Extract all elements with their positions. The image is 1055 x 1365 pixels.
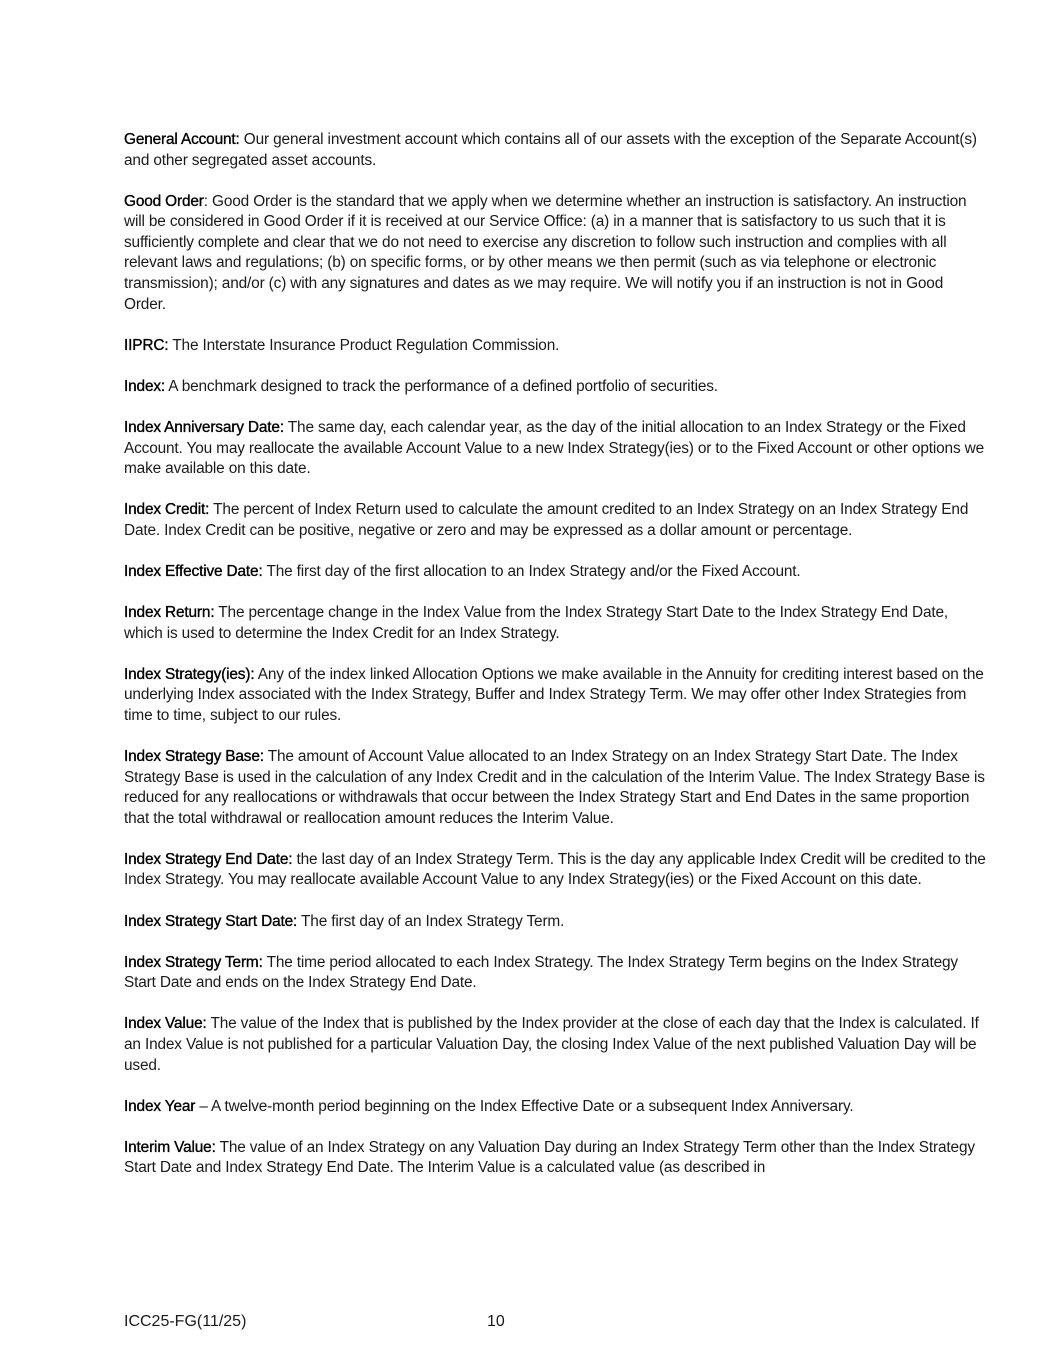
definition-text: – A twelve-month period beginning on the Index Effective Date or a subsequent Index Anniversary. — [195, 1097, 854, 1115]
definition-text: The Interstate Insurance Product Regulation Commission. — [168, 336, 560, 354]
definition-term: Interim Value: — [124, 1138, 216, 1156]
definition-text: : Good Order is the standard that we apply when we determine whether an instruction is satisfactory. An instruction will be considered in Good Order if it is received at our Service Office: (a) in a manner that is satisfactory to us such that it is sufficiently complete and clear that we do not need to exercise any discretion to follow such instruction and complies with all relevant laws and regulations; (b) on specific forms, or by other means we then permit (such as via telephone or electronic transmission); and/or (c) with any signatures and dates as we may require. We will notify you if an instruction is not in Good Order. — [124, 192, 967, 313]
definition-term: Index Return: — [124, 604, 215, 621]
definition-general-account — [124, 130, 986, 171]
definition-text: The first day of an Index Strategy Term. — [297, 912, 565, 930]
definitions-list — [124, 130, 986, 1199]
definition-index-strategies — [124, 665, 986, 727]
definition-term: Index Credit: — [124, 501, 210, 519]
definition-term: Index Effective Date: — [124, 562, 263, 580]
definition-term: Index Year — [124, 1097, 196, 1115]
definition-index-effective-date — [124, 562, 986, 583]
definition-term: Index Strategy Term: — [124, 953, 263, 971]
definition-text: A benchmark designed to track the performance of a defined portfolio of securities. — [165, 377, 718, 395]
definition-iiprc — [124, 336, 986, 357]
definition-index-anniversary-date — [124, 418, 986, 480]
definition-index-year — [124, 1097, 986, 1118]
definition-text: The value of the Index that is published by the Index provider at the close of each day that the Index is calculated. If an Index Value is not published for a particular Valuation Day, the closing Index Value of the next published Valuation Day will be used. — [124, 1015, 979, 1074]
definition-text: The first day of the first allocation to an Index Strategy and/or the Fixed Account. — [262, 562, 801, 580]
definition-index-strategy-base — [124, 747, 986, 829]
definition-text: The value of an Index Strategy on any Valuation Day during an Index Strategy Term other than the Index Strategy Start Date and Index Strategy End Date. The Interim Value is a calculated value (as described in — [124, 1138, 975, 1177]
definition-term: Good Order — [124, 192, 204, 210]
definition-index-value — [124, 1014, 986, 1076]
definition-term: Index Anniversary Date: — [124, 418, 284, 436]
footer-page-number: 10 — [487, 1313, 505, 1330]
definition-text: The time period allocated to each Index Strategy. The Index Strategy Term begins on the Index Strategy Start Date and ends on the Index Strategy End Date. — [124, 953, 958, 992]
definition-term: Index Value: — [124, 1015, 207, 1033]
definition-index-strategy-end-date — [124, 850, 986, 891]
definition-text: The percent of Index Return used to calculate the amount credited to an Index Strategy on an Index Strategy End Date. Index Credit can be positive, negative or zero and may be expressed as a dollar amount or percentage. — [124, 501, 969, 539]
definition-index-strategy-start-date — [124, 912, 986, 933]
definition-term: General Account: — [124, 131, 240, 148]
definition-term: Index Strategy(ies): — [124, 665, 255, 683]
definition-text: the last day of an Index Strategy Term. This is the day any applicable Index Credit will be credited to the Index Strategy. You may reallocate available Account Value to any Index Strategy(ies) or the Fixed Account on this date. — [124, 850, 986, 889]
definition-text: The percentage change in the Index Value from the Index Strategy Start Date to the Index Strategy End Date, which is used to determine the Index Credit for an Index Strategy. — [124, 604, 949, 642]
definition-index-credit — [124, 500, 986, 541]
definition-index — [124, 377, 986, 398]
definition-interim-value — [124, 1138, 986, 1179]
definition-text: The same day, each calendar year, as the day of the initial allocation to an Index Strategy or the Fixed Account. You may reallocate the available Account Value to a new Index Strategy(ies) or to the Fixed Account or other options we make available on this date. — [124, 418, 985, 478]
definition-term: Index Strategy Base: — [124, 747, 264, 765]
definition-term: IIPRC: — [124, 336, 169, 354]
definition-text: Our general investment account which contains all of our assets with the exception of the Separate Account(s) and other segregated asset accounts. — [124, 131, 977, 169]
definition-term: Index Strategy Start Date: — [124, 912, 298, 930]
definition-text: Any of the index linked Allocation Options we make available in the Annuity for crediting interest based on the underlying Index associated with the Index Strategy, Buffer and Index Strategy Term. We may offer other Index Strategies from time to time, subject to our rules. — [124, 665, 984, 724]
footer-form-code: ICC25-FG(11/25) — [124, 1313, 247, 1330]
definition-good-order — [124, 192, 986, 316]
definition-index-return — [124, 603, 986, 644]
definition-text: The amount of Account Value allocated to an Index Strategy on an Index Strategy Start Date. The Index Strategy Base is used in the calculation of any Index Credit and in the calculation of the Interim Value. The Index Strategy Base is reduced for any reallocations or withdrawals that occur between the Index Strategy Start and End Dates in the same proportion that the total withdrawal or reallocation amount reduces the Interim Value. — [124, 747, 985, 827]
definition-index-strategy-term — [124, 953, 986, 994]
definition-term: Index Strategy End Date: — [124, 850, 293, 868]
definition-term: Index: — [124, 377, 166, 395]
